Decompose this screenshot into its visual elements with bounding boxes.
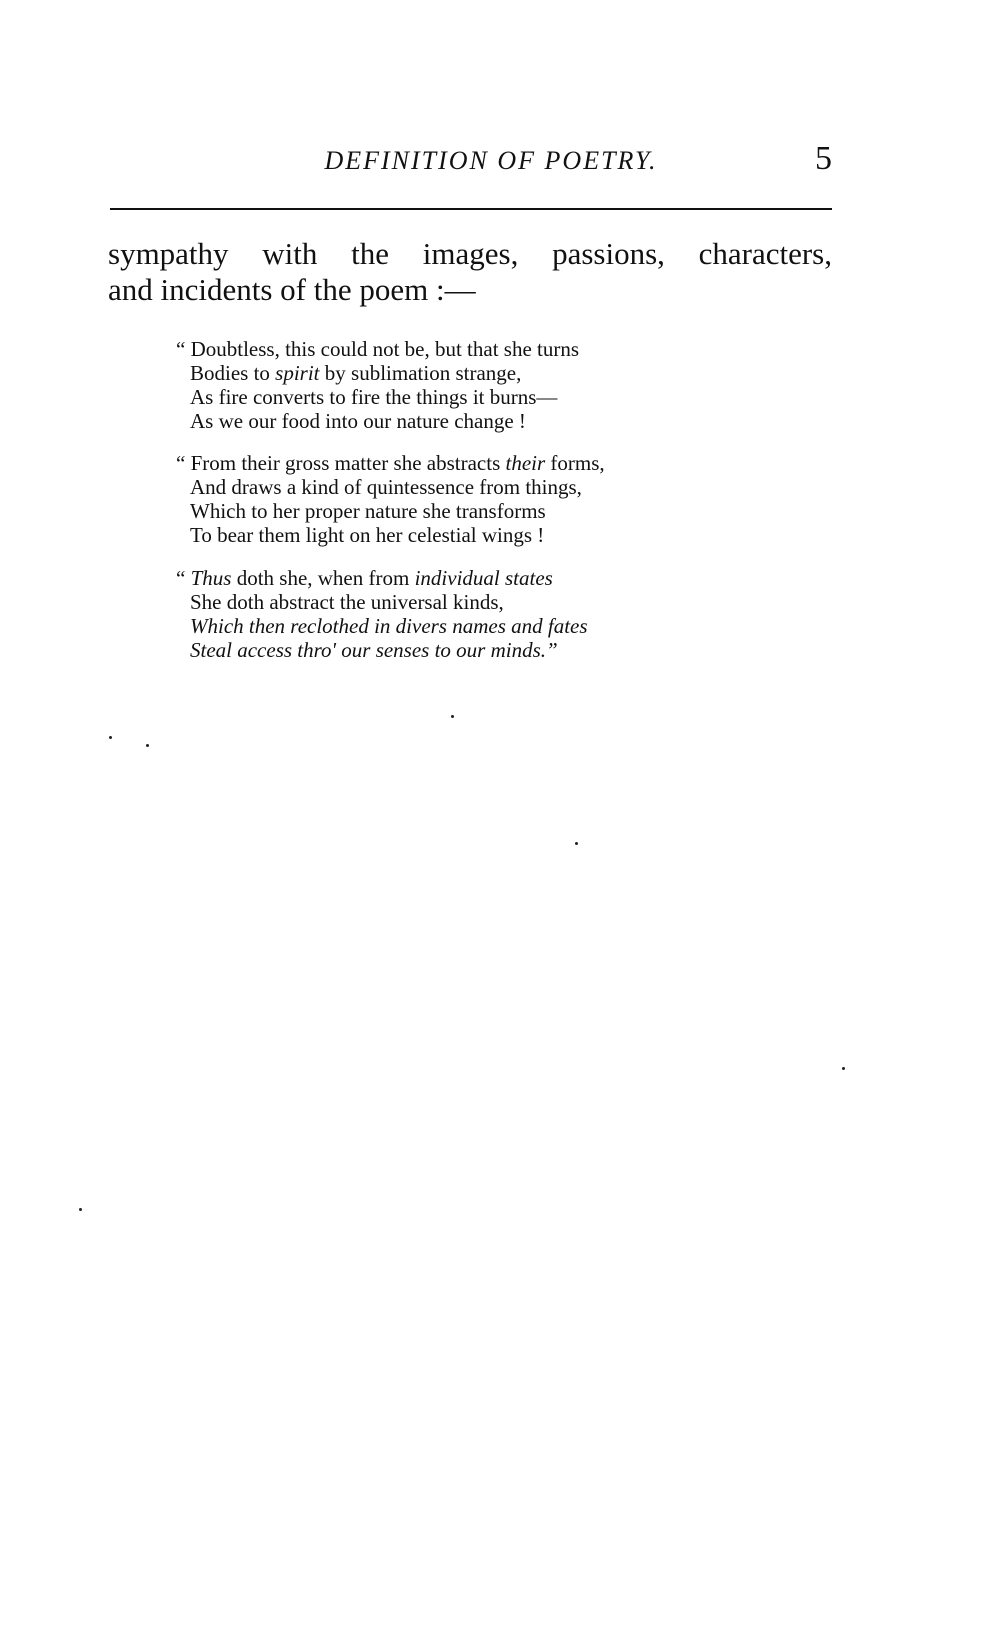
verse-line: As we our food into our nature change ! <box>190 409 526 433</box>
scan-speck <box>575 842 578 845</box>
scan-speck <box>146 744 149 747</box>
verse-line: She doth abstract the universal kinds, <box>190 590 504 614</box>
verse-line: “ Doubtless, this could not be, but that she turns <box>176 337 580 361</box>
verse-line: And draws a kind of quintessence from things, <box>190 475 582 499</box>
verse-line: “ Thus doth she, when from individual states <box>176 566 553 590</box>
verse-line: “ From their gross matter she abstracts their forms, <box>176 451 605 475</box>
verse-line: Which to her proper nature she transforms <box>190 499 546 523</box>
running-title: DEFINITION OF POETRY. <box>324 146 658 175</box>
body-paragraph <box>108 236 832 308</box>
page-number: 5 <box>815 140 832 177</box>
verse-line: As fire converts to fire the things it burns— <box>190 385 558 409</box>
verse-stanza <box>176 337 776 433</box>
verse-stanza <box>176 451 776 547</box>
scan-speck <box>842 1067 845 1070</box>
verse-line: Which then reclothed in divers names and fates <box>190 614 588 638</box>
page-header <box>110 140 832 186</box>
scan-speck <box>109 736 112 739</box>
scan-speck <box>79 1208 82 1211</box>
body-line: sympathy with the images, passions, characters, <box>108 236 832 271</box>
verse-line: Steal access thro' our senses to our minds.” <box>190 638 558 662</box>
verse-stanza <box>176 566 776 662</box>
body-line: and incidents of the poem :— <box>108 272 476 307</box>
verse-line: To bear them light on her celestial wings ! <box>190 523 545 547</box>
scan-speck <box>451 715 454 718</box>
verse-line: Bodies to spirit by sublimation strange, <box>190 361 522 385</box>
header-rule <box>110 208 832 210</box>
